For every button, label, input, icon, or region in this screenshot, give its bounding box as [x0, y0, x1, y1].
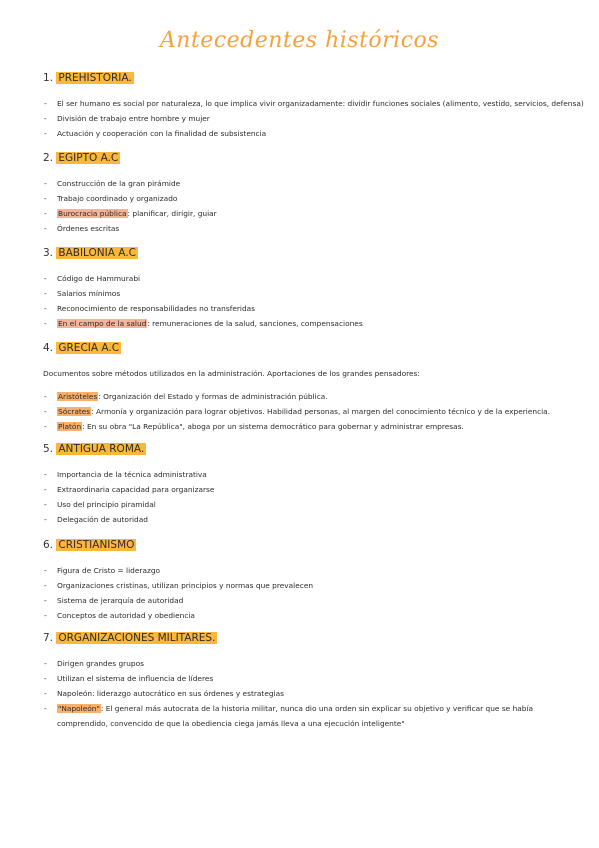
bullet-list: [43, 271, 563, 331]
section-egipto: [43, 150, 563, 236]
list-item: - Burocracia pública: planificar, dirigir, guiar: [43, 206, 563, 221]
term-highlight: Sócrates: [58, 407, 91, 416]
section-antigua-roma: [43, 441, 563, 527]
list-item: - Dirigen grandes grupos: [43, 656, 563, 671]
bullet-list: [43, 176, 563, 236]
section-heading: 4. GRECIA A.C: [43, 342, 120, 354]
list-item: - Reconocimiento de responsabilidades no transferidas: [43, 301, 563, 316]
section-heading: 7. ORGANIZACIONES MILITARES.: [43, 632, 216, 644]
bullet-list: [43, 656, 563, 731]
list-item: - Construcción de la gran pirámide: [43, 176, 563, 191]
list-item: - Utilizan el sistema de influencia de líderes: [43, 671, 563, 686]
heading-highlight: CRISTIANISMO: [58, 539, 135, 551]
bullet-list: [43, 563, 563, 623]
list-item: - Extraordinaria capacidad para organizarse: [43, 482, 563, 497]
section-heading: 5. ANTIGUA ROMA.: [43, 443, 145, 455]
bullet-list: [43, 389, 563, 434]
section-heading: 2. EGIPTO A.C: [43, 152, 119, 164]
term-highlight: Platón: [58, 422, 82, 431]
list-item: - Actuación y cooperación con la finalidad de subsistencia: [43, 126, 563, 141]
section-babilonia: [43, 245, 563, 331]
heading-highlight: ORGANIZACIONES MILITARES.: [58, 632, 216, 644]
section-organizaciones-militares: [43, 630, 563, 731]
heading-highlight: EGIPTO A.C: [58, 152, 119, 164]
list-item: - Figura de Cristo = liderazgo: [43, 563, 563, 578]
list-item: - Aristóteles: Organización del Estado y formas de administración pública.: [43, 389, 563, 404]
list-item: - Napoleón: liderazgo autocrático en sus órdenes y estrategias: [43, 686, 563, 701]
list-item: - Salarios mínimos: [43, 286, 563, 301]
list-item: - "Napoleón": El general más autocrata de la historia militar, nunca dio una orden sin explicar su objetivo y verificar que se había comprendido, convencido de que la obediencia ciega jamás lleva a una ejecución inteligente": [43, 701, 563, 731]
heading-highlight: BABILONIA A.C: [58, 247, 136, 259]
list-item: - Organizaciones cristinas, utilizan principios y normas que prevalecen: [43, 578, 563, 593]
term-highlight: "Napoleón": [58, 704, 100, 713]
section-heading: 6. CRISTIANISMO: [43, 539, 135, 551]
heading-highlight: PREHISTORIA.: [58, 72, 132, 84]
heading-highlight: GRECIA A.C: [58, 342, 120, 354]
list-item: - Órdenes escritas: [43, 221, 563, 236]
term-highlight: En el campo de la salud: [58, 319, 147, 328]
list-item: - Conceptos de autoridad y obediencia: [43, 608, 563, 623]
term-highlight: Aristóteles: [58, 392, 98, 401]
section-intro: Documentos sobre métodos utilizados en la administración. Aportaciones de los grandes pensadores:: [43, 369, 420, 378]
list-item: - Código de Hammurabi: [43, 271, 563, 286]
list-item: - En el campo de la salud: remuneraciones de la salud, sanciones, compensaciones: [43, 316, 563, 331]
term-highlight: Burocracia pública: [58, 209, 127, 218]
list-item: - Sócrates: Armonía y organización para lograr objetivos. Habilidad personas, al margen del conocimiento técnico y de la experiencia.: [43, 404, 563, 419]
section-prehistoria: [43, 70, 584, 141]
section-cristianismo: [43, 537, 563, 623]
bullet-list: [43, 467, 563, 527]
heading-highlight: ANTIGUA ROMA.: [58, 443, 145, 455]
list-item: - Trabajo coordinado y organizado: [43, 191, 563, 206]
section-heading: 3. BABILONIA A.C: [43, 247, 136, 259]
list-item: - Delegación de autoridad: [43, 512, 563, 527]
list-item: - Sistema de jerarquía de autoridad: [43, 593, 563, 608]
list-item: - Uso del principio piramidal: [43, 497, 563, 512]
list-item: - Platón: En su obra "La República", aboga por un sistema democrático para gobernar y administrar empresas.: [43, 419, 563, 434]
section-grecia: [43, 340, 563, 434]
list-item: - El ser humano es social por naturaleza, lo que implica vivir organizadamente: dividir funciones sociales (alimento, vestido, servicios, defensa): [43, 96, 563, 111]
list-item: - División de trabajo entre hombre y mujer: [43, 111, 563, 126]
list-item: - Importancia de la técnica administrativa: [43, 467, 563, 482]
section-heading: 1. PREHISTORIA.: [43, 72, 132, 84]
bullet-list: [43, 96, 584, 141]
page-title: Antecedentes históricos: [159, 28, 440, 53]
